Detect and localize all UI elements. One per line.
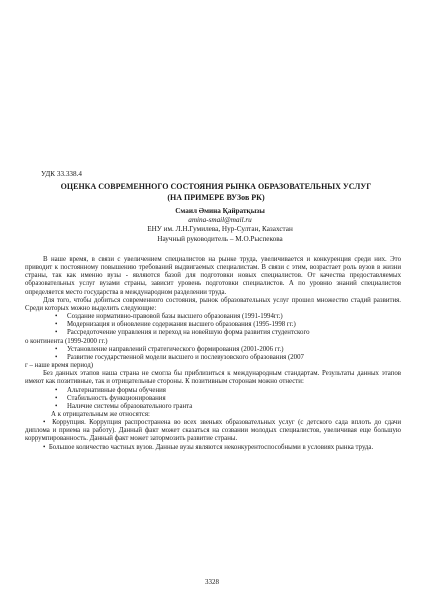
article-body [25, 256, 401, 452]
list-item: • Установление направлений стратегического формирования (2001-2006 гг.) [25, 346, 401, 354]
paragraph-negative-private: • Большое количество частных вузов. Данные вузы являются неконкурентоспособными в условиях рынка труда. [43, 443, 374, 451]
list-item: • Рассредоточение управления и переход на новейшую форма развития студентского [25, 329, 401, 337]
paragraph-results: Без данных этапов наша страна не смогла бы приблизиться к международным стандартам. Результаты данных этапов имеют как позитивные, так и отрицательные стороны. К позитивным сторонам можно отнести: [25, 370, 401, 386]
list-item-continuation: г – наше время период) [25, 362, 94, 370]
author-block [60, 207, 380, 244]
article-title [30, 181, 402, 203]
list-item: • Наличие системы образовательного гранта [25, 403, 401, 411]
negative-corruption-text: Коррупция. Коррупция распространена во всех звеньях образовательных услуг (с детского сада вплоть до сдачи диплома и приема на работу). Данный факт может сказаться на созвании молодых специалистов, увеличивая еще большую коррумпированность. Данный факт может затормозить развитие страны. [25, 419, 401, 443]
list-item-continuation: о континента (1999-2000 гг.) [25, 337, 108, 345]
author-email: amina-smail@mail.ru [188, 216, 252, 225]
supervisor: Научный руководитель – М.О.Рыспекова [157, 234, 283, 243]
paragraph-negative-corruption: • Коррупция. Коррупция распространена во всех звеньях образовательных услуг (с детского сада вплоть до сдачи диплома и приема на работу). Данный факт может сказаться на созвании молодых специалистов, увеличивая еще большую коррумпированность. Данный факт может затормозить развитие страны. [25, 419, 401, 443]
udk-code: УДК 33.338.4 [41, 170, 83, 178]
list-item: • Стабильность функционирования [25, 395, 401, 403]
title-line-2: (НА ПРИМЕРЕ ВУЗов РК) [167, 193, 265, 202]
negative-private-text: Большое количество частных вузов. Данные вузы являются неконкурентоспособными в условиях рынка труда. [48, 443, 374, 451]
stages-list [25, 313, 401, 337]
positives-list [25, 387, 401, 411]
title-line-1: ОЦЕНКА СОВРЕМЕННОГО СОСТОЯНИЯ РЫНКА ОБРАЗОВАТЕЛЬНЫХ УСЛУГ [60, 182, 372, 191]
paragraph-intro: В наше время, в связи с увеличением специалистов на рынке труда, увеличивается и конкуренция среди них. Это приводит к постоянному повышению требований выдвигаемых специалистам. В связи с этим, возрастает роль вузов в жизни страны, так как именно вузы - являются базой для подготовки новых специалистов. От качества предоставляемых образовательных услуг вузами страны, зависит уровень подготовки специалистов. А по уровню знаний специалистов определяется место государства в международном разделении труда. [25, 256, 401, 296]
negatives-intro: А к отрицательным же относятся: [51, 410, 150, 418]
page-number: 3328 [205, 578, 219, 586]
list-item: • Создание нормативно-правовой базы высшего образования (1991-1994гг.) [25, 313, 401, 321]
stages-list-cont [25, 346, 401, 362]
author-name: Смаил Әмина Қайратқызы [175, 207, 265, 215]
list-item: • Альтернативные формы обучения [25, 387, 401, 395]
author-affiliation: ЕНУ им. Л.Н.Гумилева, Нур-Султан, Казахстан [147, 225, 293, 234]
list-item: • Развитие государственной модели высшего и послевузовского образования (2007 [25, 354, 401, 362]
paragraph-stages-intro: Для того, чтобы добиться современного состояния, рынок образовательных услуг прошел множество стадий развития. Среди которых можно выделить следующие: [25, 296, 401, 312]
list-item: • Модернизация и обновление содержания высшего образования (1995-1998 гг.) [25, 321, 401, 329]
